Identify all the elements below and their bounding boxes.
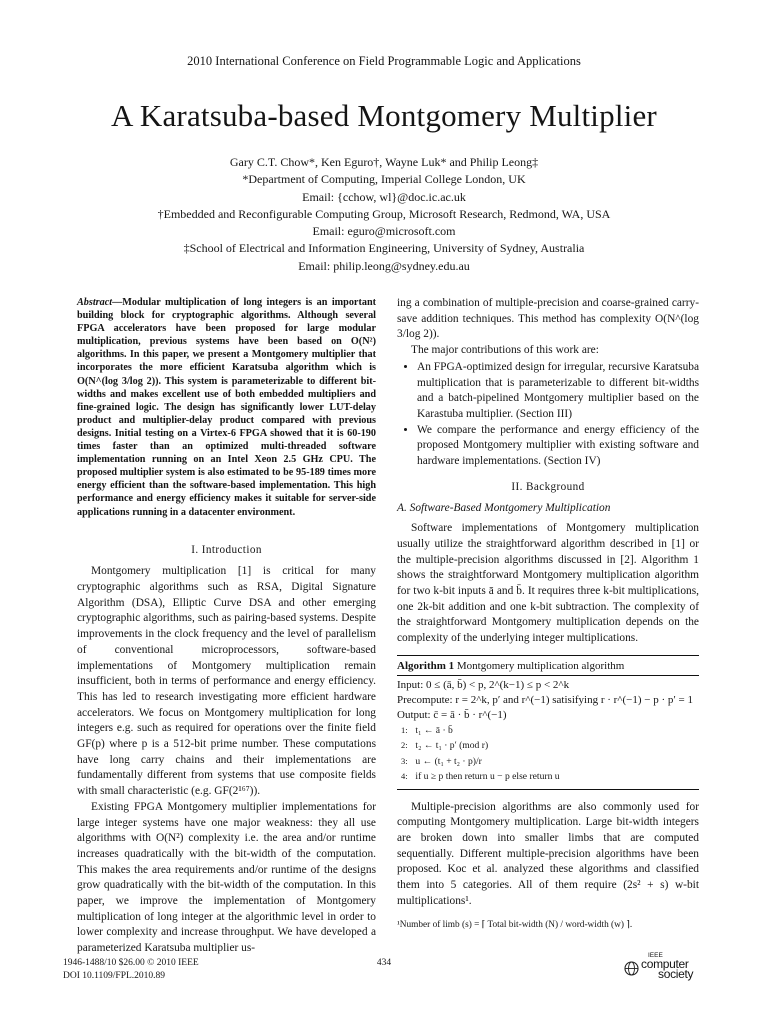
right-column (397, 296, 699, 933)
left-column (77, 296, 376, 957)
doi-line: DOI 10.1109/FPL.2010.89 (63, 970, 166, 981)
section-heading-background: II. Background (511, 480, 585, 493)
multiprecision-paragraph: Multiple-precision algorithms are also commonly used for computing Montgomery multiplication. Large bit-width integers are broken down into smaller limbs that are computed sequentially. Different multiple-precision algorithms have been proposed. Koc et al. analyzed these algorithms and classified them into 5 categories. All of them require (2s² + s) w-bit multiplications¹. (397, 800, 699, 907)
section-heading-introduction: I. Introduction (191, 543, 262, 556)
step-number: 1: (401, 724, 408, 735)
list-item: • We compare the performance and energy efficiency of the proposed Montgomery multiplier with existing software and hardware implementations. (Section IV) (417, 423, 699, 470)
step-text: if u ≥ p then return u − p else return u (415, 771, 560, 783)
abstract (77, 296, 376, 519)
contributions-intro: The major contributions of this work are: (411, 344, 599, 357)
globe-icon (624, 961, 639, 976)
author-block (0, 154, 768, 275)
algorithm-step (397, 769, 699, 785)
conference-header: 2010 International Conference on Field Programmable Logic and Applications (187, 54, 581, 68)
continued-paragraph: ing a combination of multiple-precision and coarse-grained carry-save addition techniques. This method has complexity O(N^(log 3/log 2)). (397, 297, 699, 341)
logo-line-society: society (658, 967, 694, 981)
abstract-lead: Abstract (77, 297, 113, 308)
contributions-list (397, 360, 699, 470)
logo-line-computer: computer (641, 957, 689, 971)
affiliation-line: *Department of Computing, Imperial College London, UK (242, 172, 526, 187)
algorithm-step (397, 723, 699, 739)
intro-paragraph: Existing FPGA Montgomery multiplier implementations for large integer systems have one major weakness: they all use algorithms with O(N²) complexity i.e. the area and/or runtime increases quadratically with the bit-width of the computation. This makes the area requirements and/or runtime of the designs grow quadratically with the bit-width of the computation. In this paper, we improve the implementation of Montgomery multiplication of long integer at the algorithmic level in order to lower complexity and increase throughput. We have developed a parameterized Karatsuba multiplier us- (77, 800, 376, 955)
footnote: ¹Number of limb (s) = ⌈ Total bit-width (N) / word-width (w) ⌉. (397, 919, 633, 930)
issn-line: 1946-1488/10 $26.00 © 2010 IEEE (63, 958, 199, 968)
email-line: Email: philip.leong@sydney.edu.au (298, 258, 470, 273)
intro-paragraph: Montgomery multiplication [1] is critical for many cryptographic algorithms such as RSA, Digital Signature Algorithm (DSA), Elliptic Curve DSA and other emerging cryptographic algorithms, such as pairing-based systems. Despite improvements in the clock frequency and the level of parallelism of conventional microprocessors, software-based implementations of Montgomery multiplication remain insufficient, both in terms of performance and energy efficiency. This has led to research investigating more efficient hardware accelerators. We focus on Montgomery multiplication for long integers e.g. such as required for operations over the finite field GF(p) where p is a 512-bit prime number. These computations have long carry chains and their implementations are fundamentally different from systems that use composite fields with small characteristic (e.g. GF(2¹⁶⁷)). (77, 565, 376, 798)
algorithm-label: Algorithm 1 (397, 659, 455, 672)
step-text: u ← (t₁ + t₂ · p)/r (415, 755, 482, 767)
algorithm-body (397, 676, 699, 788)
logo-ieee-text: IEEE (648, 952, 663, 959)
algorithm-step (397, 738, 699, 754)
email-line: Email: {cchow, wl}@doc.ic.ac.uk (302, 189, 466, 204)
algorithm-header (397, 656, 699, 677)
affiliation-line: †Embedded and Reconfigurable Computing Group, Microsoft Research, Redmond, WA, USA (157, 206, 611, 221)
paper-title: A Karatsuba-based Montgomery Multiplier (111, 98, 657, 133)
step-text: t₂ ← t₁ · p′ (mod r) (415, 740, 489, 752)
step-text: t₁ ← ā · b̄ (415, 724, 453, 736)
algorithm-title: Montgomery multiplication algorithm (456, 659, 625, 672)
page-number: 434 (376, 958, 392, 968)
algorithm-step (397, 754, 699, 770)
algorithm-output: Output: c̄ = ā · b̄ · r^(−1) (397, 708, 507, 721)
step-number: 3: (401, 755, 408, 766)
list-item: • An FPGA-optimized design for irregular, recursive Karatsuba multiplication that is parameterizable to different bit-widths and a batch-pipelined Montgomery multiplier based on the Karastuba multiplier. (Section III) (417, 360, 699, 423)
algorithm-input: Input: 0 ≤ (ā, b̄) < p, 2^(k−1) ≤ p < 2^k (397, 679, 570, 692)
step-number: 2: (401, 740, 408, 751)
algorithm-box (397, 655, 699, 790)
email-line: Email: eguro@microsoft.com (312, 224, 456, 239)
author-names: Gary C.T. Chow*, Ken Eguro†, Wayne Luk* and Philip Leong‡ (229, 155, 539, 169)
software-paragraph: Software implementations of Montgomery multiplication usually utilize the straightforward algorithm described in [1] or the multiple-precision algorithms discussed in [2]. Algorithm 1 shows the straightforward Montgomery multiplication algorithm for two k-bit inputs ā and b̄. It requires three k-bit multiplications, one 2k-bit addition and one k-bit subtraction. The complexity of the straightforward Montgomery multiplication depends on the complexity of the underlying integer multiplications. (397, 522, 699, 645)
ieee-computer-society-logo (624, 952, 714, 982)
algorithm-precompute: Precompute: r = 2^k, p′ and r^(−1) satisifying r · r^(−1) − p · p′ = 1 (397, 694, 694, 707)
abstract-text: —Modular multiplication of long integers is an important building block for cryptographic algorithms. Although several FPGA accelerators have been proposed for large modular multiplication, previous systems have been based on O(N²) algorithms. In this paper, we present a Montgomery multiplier that incorporates the more efficient Karatsuba algorithm which is O(N^(log 3/log 2)). This system is parameterizable to different bit-widths and makes excellent use of both embedded multipliers and fine-grained logic. The design has significantly lower LUT-delay product and multiplier-delay product compared with previous designs. Initial testing on a Virtex-6 FPGA showed that it is 60-190 times faster than an optimized multi-threaded software implementation running on an Intel Xeon 2.5 GHz CPU. The proposed multiplier system is also estimated to be 95-189 times more energy efficient than the software-based implementation. This high performance and energy efficiency makes it suitable for server-side applications running in a datacenter environment. (77, 297, 376, 518)
affiliation-line: ‡School of Electrical and Information Engineering, University of Sydney, Australia (183, 241, 585, 256)
step-number: 4: (401, 771, 408, 782)
subsection-heading: A. Software-Based Montgomery Multiplication (397, 502, 611, 515)
